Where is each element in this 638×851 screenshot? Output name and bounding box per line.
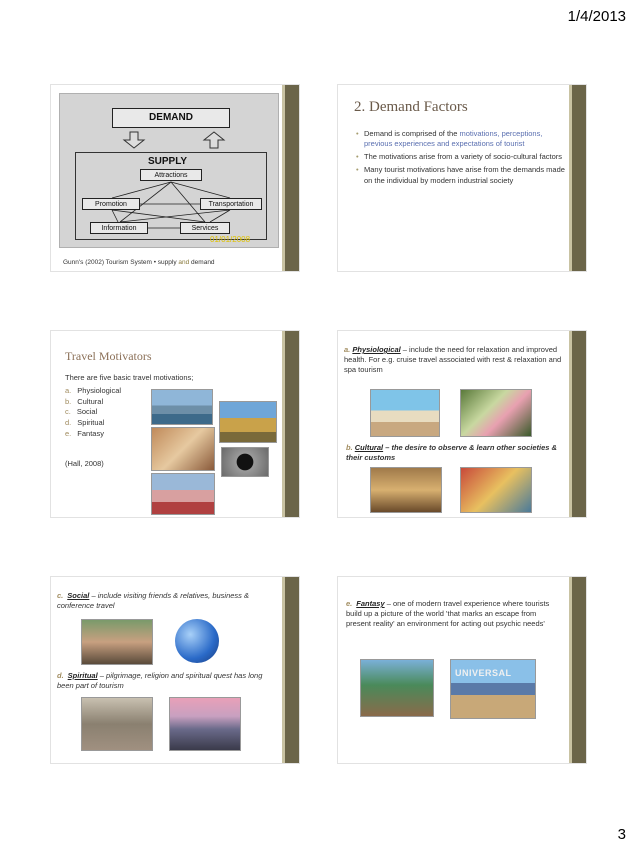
- caption-text-b: demand: [189, 259, 215, 266]
- caption-and: and: [178, 259, 190, 266]
- st-peters-square-photo: [81, 697, 153, 751]
- page-number: 3: [617, 826, 626, 843]
- item-text: – include the need for relaxation and improved health. For e.g. cruise travel associated with rest & relaxation and spa tourism: [344, 345, 562, 374]
- slide-physiological-cultural: [337, 330, 587, 518]
- globe-people-icon: [175, 619, 219, 663]
- reference-text: (Hall, 2008): [65, 459, 104, 468]
- slide-accent-band: [285, 577, 299, 763]
- item-text: – pilgrimage, religion and spiritual quest has long been part of tourism: [57, 671, 263, 690]
- bullet-text: Demand is comprised of the: [364, 129, 460, 138]
- services-box: Services: [180, 222, 230, 234]
- motivation-item: [65, 418, 121, 429]
- intro-text: There are five basic travel motivations;: [65, 373, 194, 382]
- item-letter: d.: [65, 417, 72, 427]
- kaaba-photo: [221, 447, 269, 477]
- beach-photo: [370, 389, 440, 437]
- item-text: – one of modern travel experience where tourists build up a picture of the world 'that marks an escape from present reality' an environment for acting out psychic needs': [346, 599, 550, 628]
- item-letter: c.: [57, 591, 64, 600]
- universal-studios-photo: [450, 659, 536, 719]
- harbor-photo: [151, 389, 213, 425]
- theme-park-photo: [151, 473, 215, 515]
- item-letter: e.: [346, 599, 353, 608]
- slide-accent-band: [572, 577, 586, 763]
- physiological-text: [344, 345, 564, 374]
- slide-demand-factors: [337, 84, 587, 272]
- item-text: Physiological: [77, 386, 122, 395]
- attractions-box: Attractions: [140, 169, 202, 181]
- promotion-box: Promotion: [82, 198, 140, 210]
- temple-photo: [219, 401, 277, 443]
- spiritual-text: [57, 671, 267, 691]
- item-key: Spiritual: [67, 671, 98, 680]
- spa-photo: [460, 389, 532, 437]
- bullet-highlight: motivations, perceptions, previous experiences and expectations of tourist: [364, 129, 543, 149]
- item-letter: c.: [65, 407, 71, 417]
- item-text: Spiritual: [77, 417, 105, 427]
- item-key: Physiological: [352, 345, 401, 354]
- motivation-item: [65, 407, 121, 418]
- item-key: Fantasy: [356, 599, 385, 608]
- dining-couple-photo: [151, 427, 215, 471]
- fantasy-text: [346, 599, 561, 628]
- item-letter: a.: [344, 345, 351, 354]
- market-crowd-photo: [370, 467, 442, 513]
- diagram-caption: [63, 259, 215, 266]
- universal-sign: UNIVERSAL: [455, 668, 512, 678]
- item-letter: b.: [346, 443, 353, 452]
- item-letter: e.: [65, 428, 72, 438]
- slide-travel-motivators: [50, 330, 300, 518]
- cultural-text: [346, 443, 566, 463]
- slide-fantasy: [337, 576, 587, 764]
- motivation-list: [65, 386, 121, 439]
- item-text: Fantasy: [77, 428, 104, 438]
- transportation-box: Transportation: [200, 198, 262, 210]
- tourism-system-diagram: [59, 93, 279, 248]
- motivation-item: [65, 386, 121, 397]
- slide-accent-band: [572, 85, 586, 271]
- item-letter: d.: [57, 671, 64, 680]
- slide-tourism-system: [50, 84, 300, 272]
- slide-title: Travel Motivators: [65, 349, 152, 363]
- cultural-dance-photo: [460, 467, 532, 513]
- item-text: Cultural: [77, 396, 104, 406]
- slide-accent-band: [285, 331, 299, 517]
- bullet-item: • Many tourist motivations have arise from the demands made on the individual by modern industrial society: [356, 165, 566, 185]
- motivation-item: [65, 397, 121, 408]
- theme-park-ride-photo: [360, 659, 434, 717]
- item-letter: b.: [65, 396, 72, 406]
- slide-accent-band: [285, 85, 299, 271]
- slide-title: 2. Demand Factors: [354, 99, 468, 115]
- motivation-item: [65, 429, 121, 440]
- caption-text-a: Gunn's (2002) Tourism System • supply: [63, 259, 179, 266]
- mecca-photo: [169, 697, 241, 751]
- slide-social-spiritual: [50, 576, 300, 764]
- social-text: [57, 591, 267, 611]
- demand-box: DEMAND: [112, 108, 230, 128]
- item-key: Cultural: [354, 443, 384, 452]
- information-box: Information: [90, 222, 148, 234]
- item-text: Social: [76, 407, 98, 417]
- friends-group-photo: [81, 619, 153, 665]
- item-text: – include visiting friends & relatives, business & conference travel: [57, 591, 250, 610]
- item-key: Social: [67, 591, 90, 600]
- slide-accent-band: [572, 331, 586, 517]
- bullet-item: [356, 129, 566, 149]
- supply-label: SUPPLY: [148, 156, 188, 167]
- bullet-item: • The motivations arise from a variety of socio-cultural factors: [356, 152, 566, 162]
- diagram-date-stamp: 01/01/2008: [210, 235, 251, 244]
- item-letter: a.: [65, 386, 72, 395]
- page-date: 1/4/2013: [567, 8, 626, 25]
- item-text: – the desire to observe & learn other societies & their customs: [346, 443, 557, 462]
- bullet-list: [356, 129, 566, 189]
